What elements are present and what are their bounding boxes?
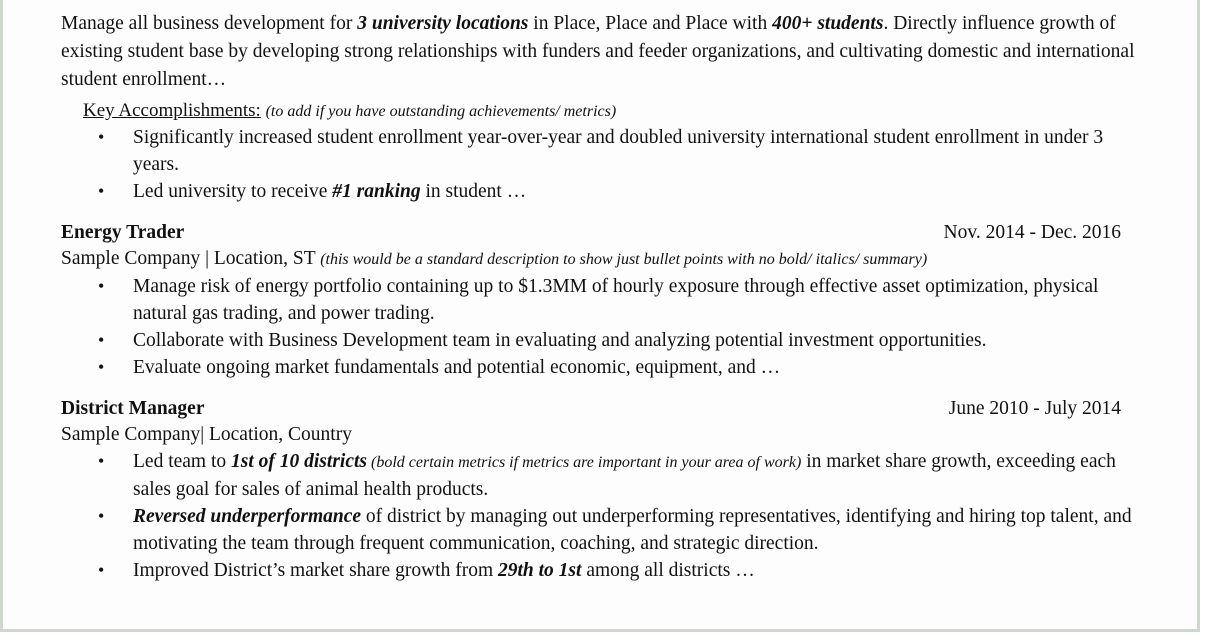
- company-name: Sample Company | Location, ST: [61, 248, 321, 269]
- list-item: • Evaluate ongoing market fundamentals and potential economic, equipment, and …: [61, 354, 1153, 381]
- intro-text-1: Manage all business development for: [61, 13, 358, 34]
- job-energy-trader: [61, 220, 1153, 381]
- resume-content: [61, 10, 1153, 584]
- bullet-note: (bold certain metrics if metrics are important in your area of work): [366, 454, 802, 471]
- job-bullets: [61, 273, 1153, 381]
- intro-text-3: . Directly influence growth of existing student base by developing strong relationships with funders and feeder organizations, and cultivating domestic and international student enrollment…: [61, 13, 1135, 90]
- bullet-text: Improved District’s market share growth from: [133, 560, 498, 581]
- job-title: Energy Trader: [61, 222, 185, 243]
- list-item: [61, 448, 1153, 503]
- list-item: [61, 178, 1153, 205]
- job-title: District Manager: [61, 398, 205, 419]
- company-line: [61, 246, 1153, 273]
- job-bullets: [61, 448, 1153, 584]
- job-dates: June 2010 - July 2014: [948, 398, 1121, 419]
- list-item: • Manage risk of energy portfolio containing up to $1.3MM of hourly exposure through effective asset optimization, physical natural gas trading, and power trading.: [61, 273, 1153, 327]
- job-header: [61, 396, 1153, 422]
- intro-paragraph: [61, 10, 1153, 94]
- intro-bold-1: 3 university locations: [357, 13, 529, 34]
- bullet-bold: Reversed underperformance: [133, 506, 362, 527]
- list-item: • Collaborate with Business Development team in evaluating and analyzing potential investment opportunities.: [61, 327, 1153, 354]
- bullet-text: in market share growth, exceeding each sales goal for sales of animal health products.: [133, 451, 1116, 500]
- bullet-bold: #1 ranking: [332, 181, 421, 202]
- job-dates: Nov. 2014 - Dec. 2016: [943, 222, 1121, 243]
- company-note: (this would be a standard description to show just bullet points with no bold/ italics/ summary): [320, 251, 928, 268]
- company-line: Sample Company| Location, Country: [61, 424, 352, 445]
- key-accomplishments-list: [61, 124, 1153, 205]
- key-accomplishments-heading: [83, 99, 1153, 124]
- list-item: [61, 557, 1153, 584]
- intro-text-2: in Place, Place and Place with: [528, 13, 773, 34]
- bullet-text: among all districts …: [581, 560, 755, 581]
- intro-bold-2: 400+ students: [772, 13, 884, 34]
- job-district-manager: [61, 396, 1153, 584]
- bullet-text: of district by managing out underperforming representatives, identifying and hiring top talent, and motivating the team through frequent communication, coaching, and strategic direction.: [133, 506, 1132, 554]
- bullet-text: Led university to receive: [133, 181, 333, 202]
- key-accomplishments-title: Key Accomplishments:: [83, 100, 261, 121]
- bullet-bold: 29th to 1st: [498, 560, 582, 581]
- list-item: • Significantly increased student enrollment year-over-year and doubled university international student enrollment in under 3 years.: [61, 124, 1153, 178]
- list-item: [61, 503, 1153, 557]
- key-accomplishments-note: (to add if you have outstanding achievements/ metrics): [265, 103, 617, 120]
- bullet-text: Led team to: [133, 451, 232, 472]
- bullet-bold: 1st of 10 districts: [231, 451, 367, 472]
- job-header: [61, 220, 1153, 246]
- bullet-text: in student …: [420, 181, 527, 202]
